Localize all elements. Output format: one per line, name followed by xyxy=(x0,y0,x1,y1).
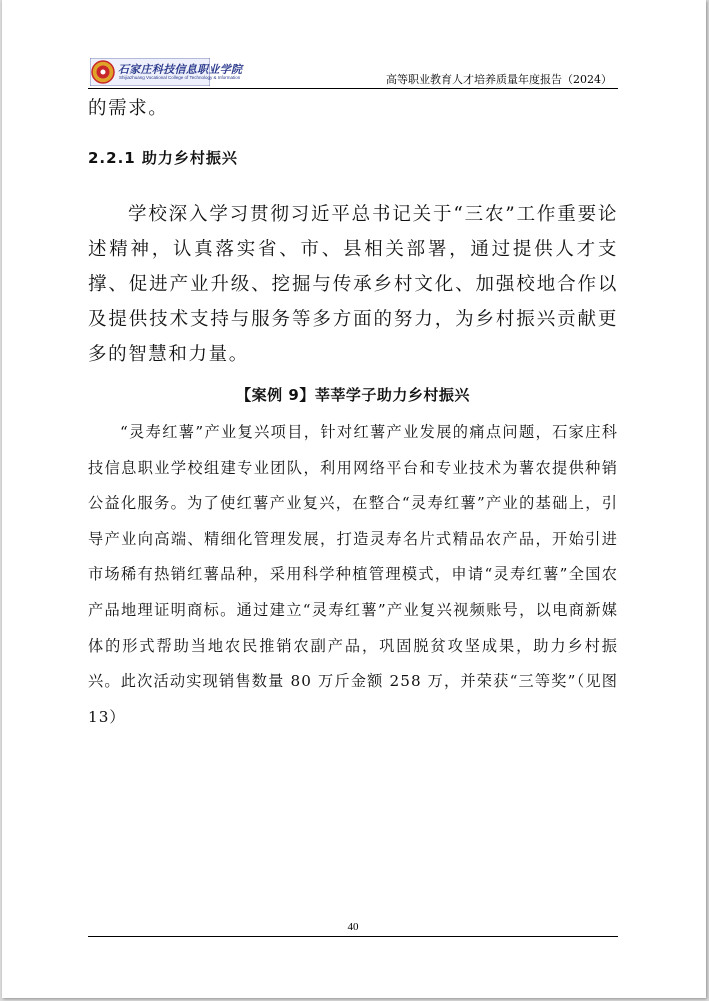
case-paragraph: “灵寿红薯”产业复兴项目，针对红薯产业发展的痛点问题，石家庄科技信息职业学校组建专业团队，利用网络平台和专业技术为薯农提供种销公益化服务。为了使红薯产业复兴，在整合“灵寿红薯”产业的基础上，引导产业向高端、精细化管理发展，打造灵寿名片式精品农产品，开始引进市场稀有热销红薯品种，采用科学种植管理模式，申请“灵寿红薯”全国农产品地理证明商标。通过建立“灵寿红薯”产业复兴视频账号，以电商新媒体的形式帮助当地农民推销农副产品，巩固脱贫攻坚成果，助力乡村振兴。此次活动实现销售数量 80 万斤金额 258 万，并荣获“三等奖”（见图 13） xyxy=(88,423,618,726)
logo-text-en: Shijiazhuang Vocational College of Technology & Information xyxy=(119,75,241,80)
report-title: 高等职业教育人才培养质量年度报告（2024） xyxy=(386,73,612,86)
footer-divider xyxy=(88,936,618,937)
continuation-text: 的需求。 xyxy=(88,98,169,119)
page-number: 40 xyxy=(347,921,359,933)
section-heading: 2.2.1 助力乡村振兴 xyxy=(88,149,238,167)
case-title: 【案例 9】莘莘学子助力乡村振兴 xyxy=(236,386,470,404)
intro-paragraph: 学校深入学习贯彻习近平总书记关于“三农”工作重要论述精神，认真落实省、市、县相关部署，通过提供人才支撑、促进产业升级、挖掘与传承乡村文化、加强校地合作以及提供技术支持与服务等多方面的努力，为乡村振兴贡献更多的智慧和力量。 xyxy=(88,204,618,365)
header-divider xyxy=(88,88,618,89)
logo-text-cn: 石家庄科技信息职业学院 xyxy=(118,63,243,76)
document-page xyxy=(2,0,706,998)
college-logo xyxy=(90,58,243,86)
